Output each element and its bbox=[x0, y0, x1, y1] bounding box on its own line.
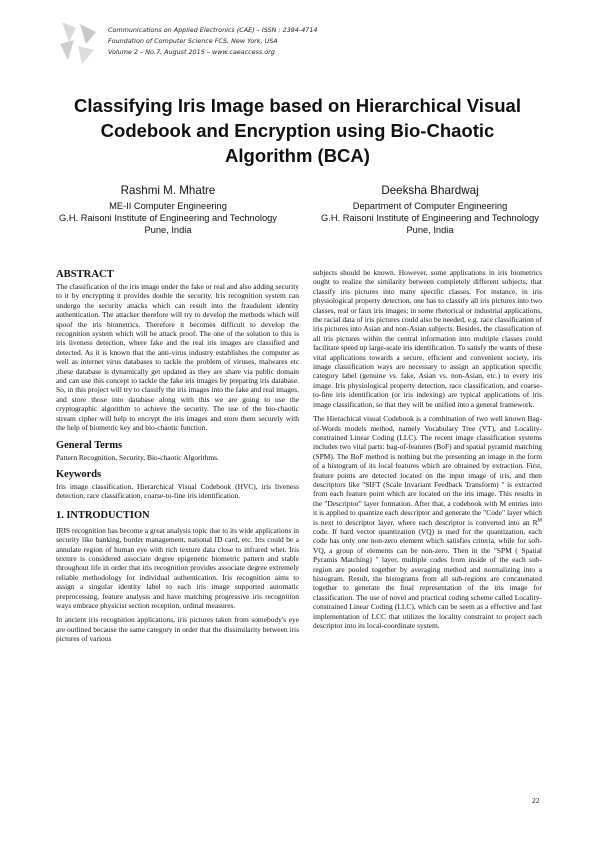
journal-logo bbox=[56, 20, 100, 66]
author-name: Rashmi M. Mhatre bbox=[120, 184, 216, 197]
author-affiliation-line: Department of Computer Engineering bbox=[352, 201, 508, 211]
introduction-paragraph-1: IRIS recognition has become a great analysis topic due to its wide applications in security like banking, border management, national ID card, etc. Iris could be a annulate region of human eye with rich texture data close to infrared whet. Iris texture is considered associate degree epigenetic biometric pattern and stable throughout life in order that iris recognition provides associate degree extremely reliable methodology for individual authentication. Iris recognition aims to assign a singular identity label to each iris image supported automatic preprocessing, feature analysis and have matching progressive iris recognition ways embrace physicist section reception, ordinal measures. bbox=[56, 525, 299, 610]
journal-line-2: Foundation of Computer Science FCS, New York, USA bbox=[108, 37, 278, 45]
general-terms-text: Pattern Recognition, Security, Bio-chaotic Algorithms. bbox=[56, 452, 219, 462]
paragraph-text-part: The Hierachical visual Codebook is a combination of two well known Bag-of-Words models method, namely Vocabulary Tree (VT), and Locality-constrained Linear Coding (LLC). The recent image classification systems includes two vital parts: bag-of-features (BoF) and spatial pyramid matching (SPM). The BoF method is nothing but the presenting an image in the form of a histogram of its local features which are obtained by extraction. First, feature points are detected located on the input image of iris, and then descriptors like "SIFT (Scale Invariant Feedback Transform) " is extracted from each feature point which are located on the iris image. This results in the "Descriptor" layer formation. After that, a codebook with M entries into it is applied to quantize each descriptor and generate the "Code" layer which is next to descriptor layer, where each descriptor is converted into an R bbox=[313, 414, 542, 527]
general-terms-heading: General Terms bbox=[56, 439, 123, 451]
author-affiliation-line: G.H. Raisoni Institute of Engineering and Technology bbox=[321, 213, 539, 223]
journal-line-3: Volume 2 – No.7, August 2015 – www.caeaccess.org bbox=[108, 48, 275, 56]
paragraph-text-part: code. If hard vector quantization (VQ) is used for the quantization, each code has only one non-zero element which satisfies criteria, while for soft-VQ, a group of elements can be non-zero. Then in the "SPM ( Spatial Pyramis Matching) " layer, multiple codes from inside of the each sub-region are pooled together by averaging method and normalizing into a histogram. Result, the histograms from all sub-regions are concatenated together to generate the final representation of the iris image for classification. The use of novel and practical coding scheme called Locality-constrained Linear Coding (LLC), which can be seem as a effective and fast implementation of LCC that utilizes the locality constraint to project each descriptor into its local-coordinate system. bbox=[313, 526, 542, 631]
abstract-text: The classification of the iris image under the fake or real and also adding security to it by encrypting it provides double the security. Iris recognition system can undergo the security attacks which can result into the fraudulent identity authentication. The attacker therefore will try to develop the methods which will spoof the iris biometrics. Therefore it becomes difficult to develop the recognition system which will be attack proof. The one of the solution to this is iris liveness detection, where fake and the real iris images are classified and detected. As it is known that the anti-virus industry establishes the computer as well as internet virus databases to tackle the problem of viruses, malwares etc ,these database is dynamically get updated as they are share via public domain and can use this concept to tackle the fake iris images by preparing iris database. So, in this project will try to classify the iris images into the fake and real images, and store those into database along with this we are going to use the cryptographic algorithm to achieve the security. The use of the bio-chaotic stream cipher will help to encrypt the iris images and store them securely with the help of biometric key and bio-chaotic function. bbox=[56, 282, 299, 433]
right-paragraph-1: subjects should be known. However, some applications in iris biometrics ought to realize the similarity between completely different subjects, that classify iris pictures into many specific classes. For instance, in iris physiological property detection, one has to classify all iris pictures into two classes, real or faux iris images; in some rhetorical or industrial applications, the racial data of iris pictures could also be needed, e.g. race classification of iris pictures into Asian and non-Asian subjects. Besides, the classification of all iris pictures within the central information into multiple classes could facilitate speed up large-scale iris identification. To satisfy the wants of these vital applications towards a secure, efficient and convenient society, iris image classification ways are necessary to assign an application specific category label (genuine vs. fake, Asian vs. non-Asian, etc.) to every iris image. Iris physiological property detection, race classification, and coarse-to-fine iris identification (or iris indexing) are typical applications of iris image classification, so that they will be unified into a general framework. bbox=[313, 268, 542, 409]
left-column bbox=[56, 268, 299, 644]
paper-title: Classifying Iris Image based on Hierarchical Visual Codebook and Encryption using Bio-Chaotic Algorithm (BCA) bbox=[74, 95, 521, 166]
author-location: Pune, India bbox=[406, 225, 454, 235]
introduction-heading: 1. INTRODUCTION bbox=[56, 509, 150, 521]
right-paragraph-2 bbox=[313, 414, 542, 630]
journal-header bbox=[108, 25, 438, 58]
keywords-heading: Keywords bbox=[56, 468, 102, 480]
keywords-text: Iris image classification, Hierarchical Visual Codebook (HVC), iris liveness detection, race classification, coarse-to-fine iris identification. bbox=[56, 481, 299, 501]
abstract-heading: ABSTRACT bbox=[56, 269, 114, 280]
page-number: 22 bbox=[532, 796, 540, 805]
author-block-2 bbox=[310, 183, 550, 236]
author-affiliation-line: ME-II Computer Engineering bbox=[109, 201, 227, 211]
introduction-paragraph-2: In ancient iris recognition applications, iris pictures taken from somebody's eye are outlined because the same category in order that the dissimilarity between iris pictures of various bbox=[56, 615, 299, 644]
author-location: Pune, India bbox=[144, 225, 192, 235]
superscript: M bbox=[537, 518, 542, 524]
right-column bbox=[313, 268, 542, 630]
author-name: Deeksha Bhardwaj bbox=[381, 184, 479, 197]
author-affiliation-line: G.H. Raisoni Institute of Engineering and Technology bbox=[59, 213, 277, 223]
author-block-1 bbox=[48, 183, 288, 236]
journal-line-1: Communications on Applied Electronics (CAE) – ISSN : 2394-4714 bbox=[108, 26, 318, 34]
